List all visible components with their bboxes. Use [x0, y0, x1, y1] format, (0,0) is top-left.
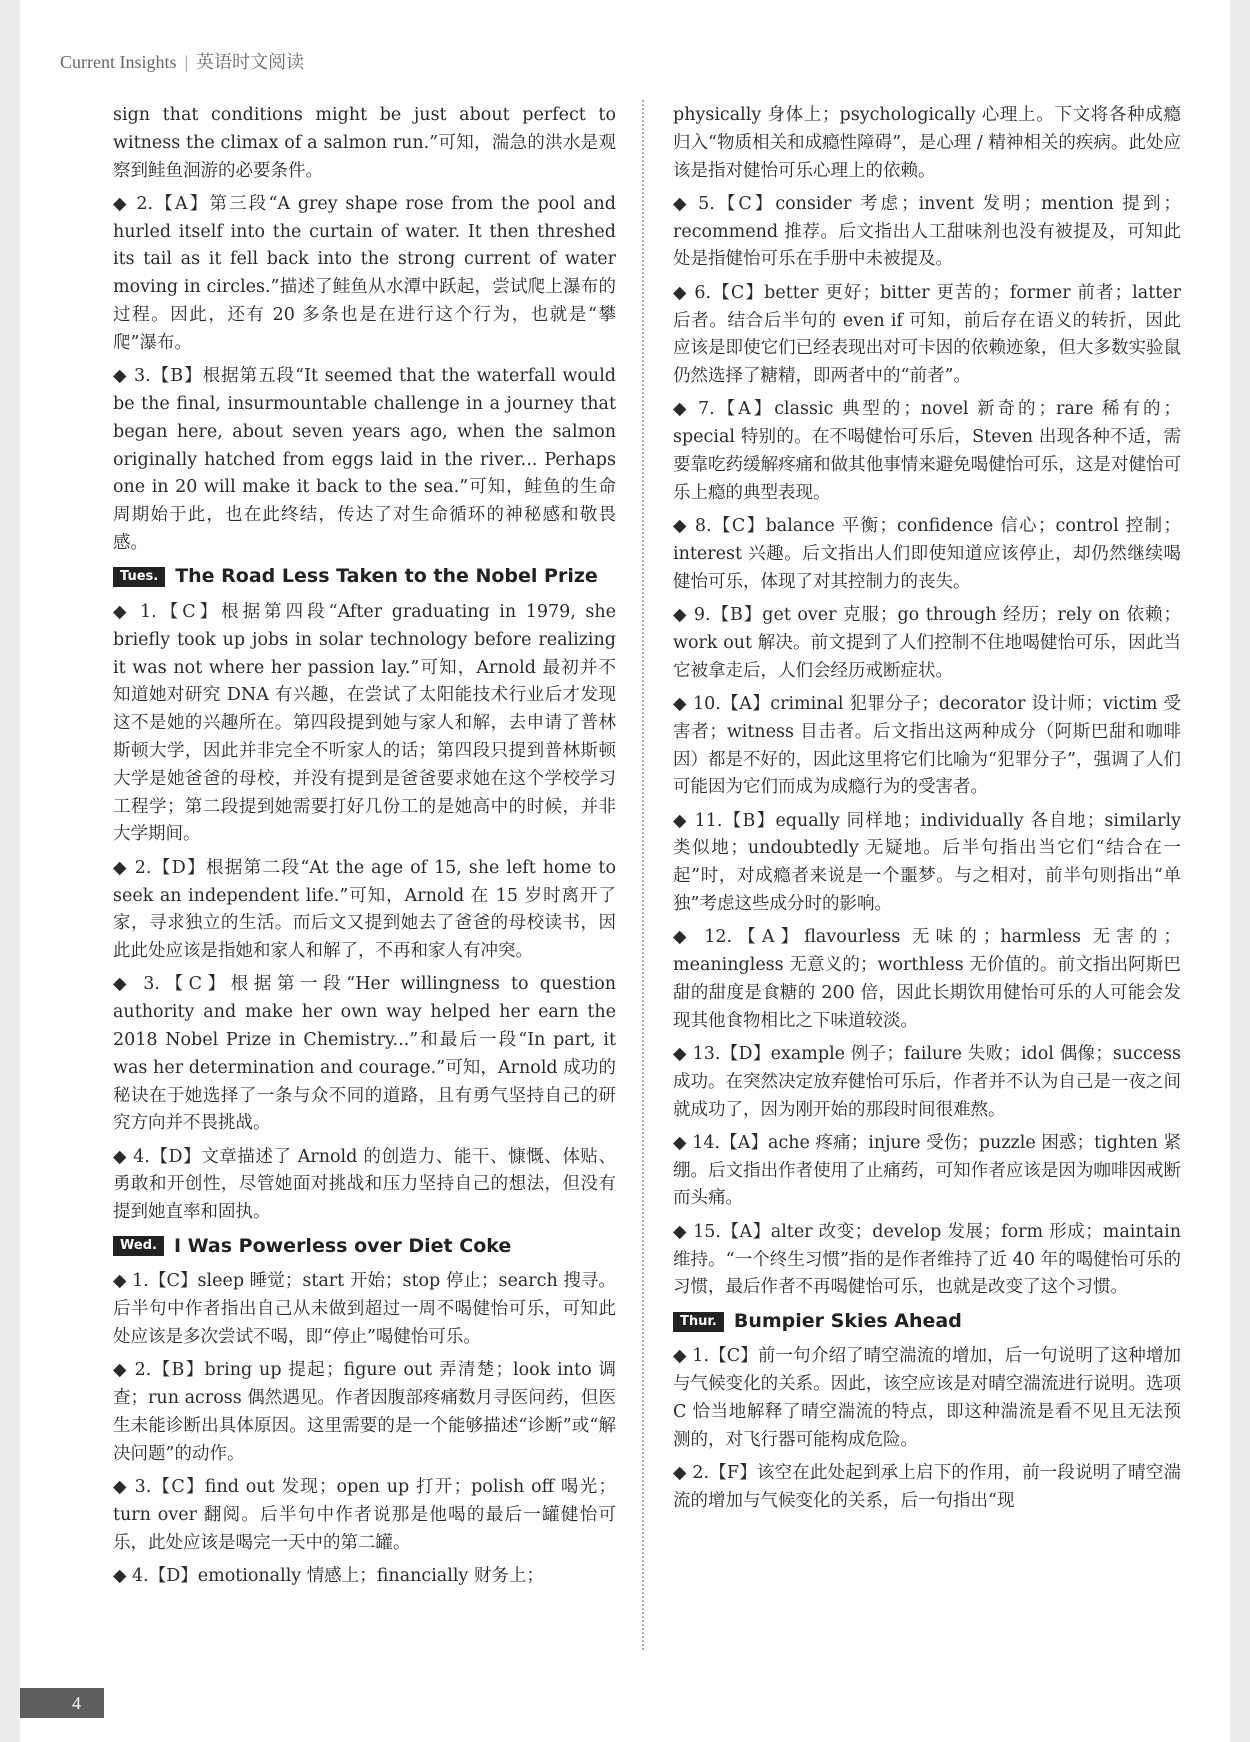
- answer-paragraph: ◆ 3.【C】find out 发现；open up 打开；polish off 喝光；turn over 翻阅。后半句中作者说那是他喝的最后一罐健怡可乐，此处应该是喝完一天中的第二罐。: [113, 1476, 616, 1553]
- answer-paragraph: ◆ 4.【D】emotionally 情感上；financially 财务上；: [113, 1565, 544, 1586]
- answer-paragraph: ◆ 4.【D】文章描述了 Arnold 的创造力、能干、慷慨、体贴、勇敢和开创性，尽管她面对挑战和压力坚持自己的想法，但没有提到她直率和固执。: [113, 1146, 616, 1223]
- answer-paragraph: ◆ 9.【B】get over 克服；go through 经历；rely on 依赖；work out 解决。前文提到了人们控制不住地喝健怡可乐，因此当它被拿走后，人们会经历戒断症状。: [673, 605, 1181, 681]
- page-header: [60, 48, 304, 74]
- column-divider: [642, 100, 644, 1650]
- answer-paragraph: ◆ 7.【A】classic 典型的；novel 新奇的；rare 稀有的；special 特别的。在不喝健怡可乐后，Steven 出现各种不适，需要靠吃药缓解疼痛和做其他事情来避免喝健怡可乐，这是对健怡可乐上瘾的典型表现。: [673, 399, 1181, 503]
- answer-paragraph: ◆ 10.【A】criminal 犯罪分子；decorator 设计师；victim 受害者；witness 目击者。后文指出这两种成分（阿斯巴甜和咖啡因）都是不好的，因此这里将它们比喻为“犯罪分子”，强调了人们可能因为它们而成为成瘾行为的受害者。: [673, 693, 1181, 798]
- series-subtitle: 英语时文阅读: [196, 52, 305, 72]
- answer-paragraph: ◆ 2.【A】第三段“A grey shape rose from the pool and hurled itself into the curtain of water. It then threshed its tail as it fell back into the strong current of water moving in circles.”描述了鲑鱼从水潭中跃起，尝试爬上瀑布的过程。因此，还有 20 多条也是在进行这个行为，也就是“攀爬”瀑布。: [113, 193, 616, 353]
- answer-paragraph: ◆ 15.【A】alter 改变；develop 发展；form 形成；maintain 维持。“一个终生习惯”指的是作者维持了近 40 年的喝健怡可乐的习惯，最后作者不再喝健怡可乐，也就是改变了这个习惯。: [673, 1221, 1181, 1298]
- answer-paragraph: ◆ 2.【D】根据第二段“At the age of 15, she left home to seek an independent life.”可知，Arnold 在 15 岁时离开了家，寻求独立的生活。而后文又提到她去了爸爸的母校读书，因此此处应该是指她和家人和解了，不再和家人有冲突。: [113, 857, 616, 962]
- header-separator: |: [184, 52, 189, 72]
- section-title: Bumpier Skies Ahead: [733, 1309, 962, 1332]
- answer-paragraph: ◆ 6.【C】better 更好；bitter 更苦的；former 前者；latter 后者。结合后半句的 even if 可知，前后存在语义的转折，因此应该是即使它们已经表现出对可卡因的依赖迹象，但大多数实验鼠仍然选择了糖精，即两者中的“前者”。: [673, 282, 1181, 387]
- answer-paragraph: physically 身体上；psychologically 心理上。下文将各种成瘾归入“物质相关和成瘾性障碍”，是心理 / 精神相关的疾病。此处应该是指对健怡可乐心理上的依赖。: [673, 105, 1181, 181]
- right-column: [673, 102, 1181, 1521]
- section-title: The Road Less Taken to the Nobel Prize: [175, 565, 598, 588]
- answer-paragraph: ◆ 11.【B】equally 同样地；individually 各自地；similarly 类似地；undoubtedly 无疑地。后半句指出当它们“结合在一起”时，对成瘾者来说是一个噩梦。与之相对，前半句则指出“单独”考虑这些成分时的影响。: [673, 810, 1181, 915]
- answer-paragraph: sign that conditions might be just about perfect to witness the climax of a salmon run.”可知，湍急的洪水是观察到鲑鱼洄游的必要条件。: [113, 105, 616, 181]
- answer-paragraph: ◆ 2.【B】bring up 提起；figure out 弄清楚；look into 调查；run across 偶然遇见。作者因腹部疼痛数月寻医问药，但医生未能诊断出具体原因。这里需要的是一个能够描述“诊断”或“解决问题”的动作。: [113, 1360, 616, 1464]
- answer-paragraph: ◆ 8.【C】balance 平衡；confidence 信心；control 控制；interest 兴趣。后文指出人们即使知道应该停止，却仍然继续喝健怡可乐，体现了对其控制力的丧失。: [673, 516, 1181, 592]
- section-heading-tues: [113, 563, 616, 591]
- answer-paragraph: ◆ 3.【C】根据第一段“Her willingness to question authority and make her own way helped her earn the 2018 Nobel Prize in Chemistry...”和最后一段“In part, it was her determination and courage.”可知，Arnold 成功的秘诀在于她选择了一条与众不同的道路，且有勇气坚持自己的研究方向并不畏挑战。: [113, 974, 616, 1134]
- answer-paragraph: ◆ 1.【C】根据第四段“After graduating in 1979, she briefly took up jobs in solar technology before realizing it was not where her passion lay.”可知，Arnold 最初并不知道她对研究 DNA 有兴趣，在尝试了太阳能技术行业后才发现这不是她的兴趣所在。第四段提到她与家人和解，去申请了普林斯顿大学，因此并非完全不听家人的话；第四段只提到普林斯顿大学是她爸爸的母校，并没有提到是爸爸要求她在这个学校学习工程学；第二段提到她需要打好几份工的是她高中的时候，并非大学期间。: [113, 602, 616, 845]
- page-number: 4: [20, 1688, 104, 1718]
- day-badge: Thur.: [673, 1312, 724, 1332]
- day-badge: Tues.: [113, 567, 165, 587]
- answer-paragraph: ◆ 5.【C】consider 考虑；invent 发明；mention 提到；recommend 推荐。后文指出人工甜味剂也没有被提及，可知此处是指健怡可乐在手册中未被提及。: [673, 193, 1181, 270]
- section-heading-thur: [673, 1308, 1181, 1336]
- series-title: Current Insights: [60, 52, 177, 72]
- answer-paragraph: ◆ 12.【A】flavourless 无味的；harmless 无害的；meaningless 无意义的；worthless 无价值的。前文指出阿斯巴甜的甜度是食糖的 200 倍，因此长期饮用健怡可乐的人可能会发现其他食物相比之下味道较淡。: [673, 927, 1181, 1031]
- page: [20, 0, 1230, 1742]
- answer-paragraph: ◆ 3.【B】根据第五段“It seemed that the waterfall would be the final, insurmountable challenge in a journey that began here, about seven years ago, when the salmon originally hatched from eggs laid in the river... Perhaps one in 20 will make it back to the sea.”可知，鲑鱼的生命周期始于此，也在此终结，传达了对生命循环的神秘感和敬畏感。: [113, 366, 616, 553]
- section-title: I Was Powerless over Diet Coke: [173, 1234, 512, 1257]
- day-badge: Wed.: [113, 1236, 164, 1256]
- section-heading-wed: [113, 1233, 616, 1261]
- answer-paragraph: ◆ 13.【D】example 例子；failure 失败；idol 偶像；success 成功。在突然决定放弃健怡可乐后，作者并不认为自己是一夜之间就成功了，因为刚开始的那段时间很难熬。: [673, 1044, 1181, 1120]
- left-column: [113, 102, 616, 1596]
- answer-paragraph: ◆ 1.【C】sleep 睡觉；start 开始；stop 停止；search 搜寻。后半句中作者指出自己从未做到超过一周不喝健怡可乐，可知此处应该是多次尝试不喝，即“停止”喝健怡可乐。: [113, 1271, 616, 1347]
- answer-paragraph: ◆ 2.【F】该空在此处起到承上启下的作用，前一段说明了晴空湍流的增加与气候变化的关系，后一句指出“现: [673, 1463, 1181, 1511]
- answer-paragraph: ◆ 14.【A】ache 疼痛；injure 受伤；puzzle 困惑；tighten 紧绷。后文指出作者使用了止痛药，可知作者应该是因为咖啡因戒断而头痛。: [673, 1132, 1181, 1209]
- answer-paragraph: ◆ 1.【C】前一句介绍了晴空湍流的增加，后一句说明了这种增加与气候变化的关系。因此，该空应该是对晴空湍流进行说明。选项 C 恰当地解释了晴空湍流的特点，即这种湍流是看不见且无法预测的，对飞行器可能构成危险。: [673, 1346, 1181, 1450]
